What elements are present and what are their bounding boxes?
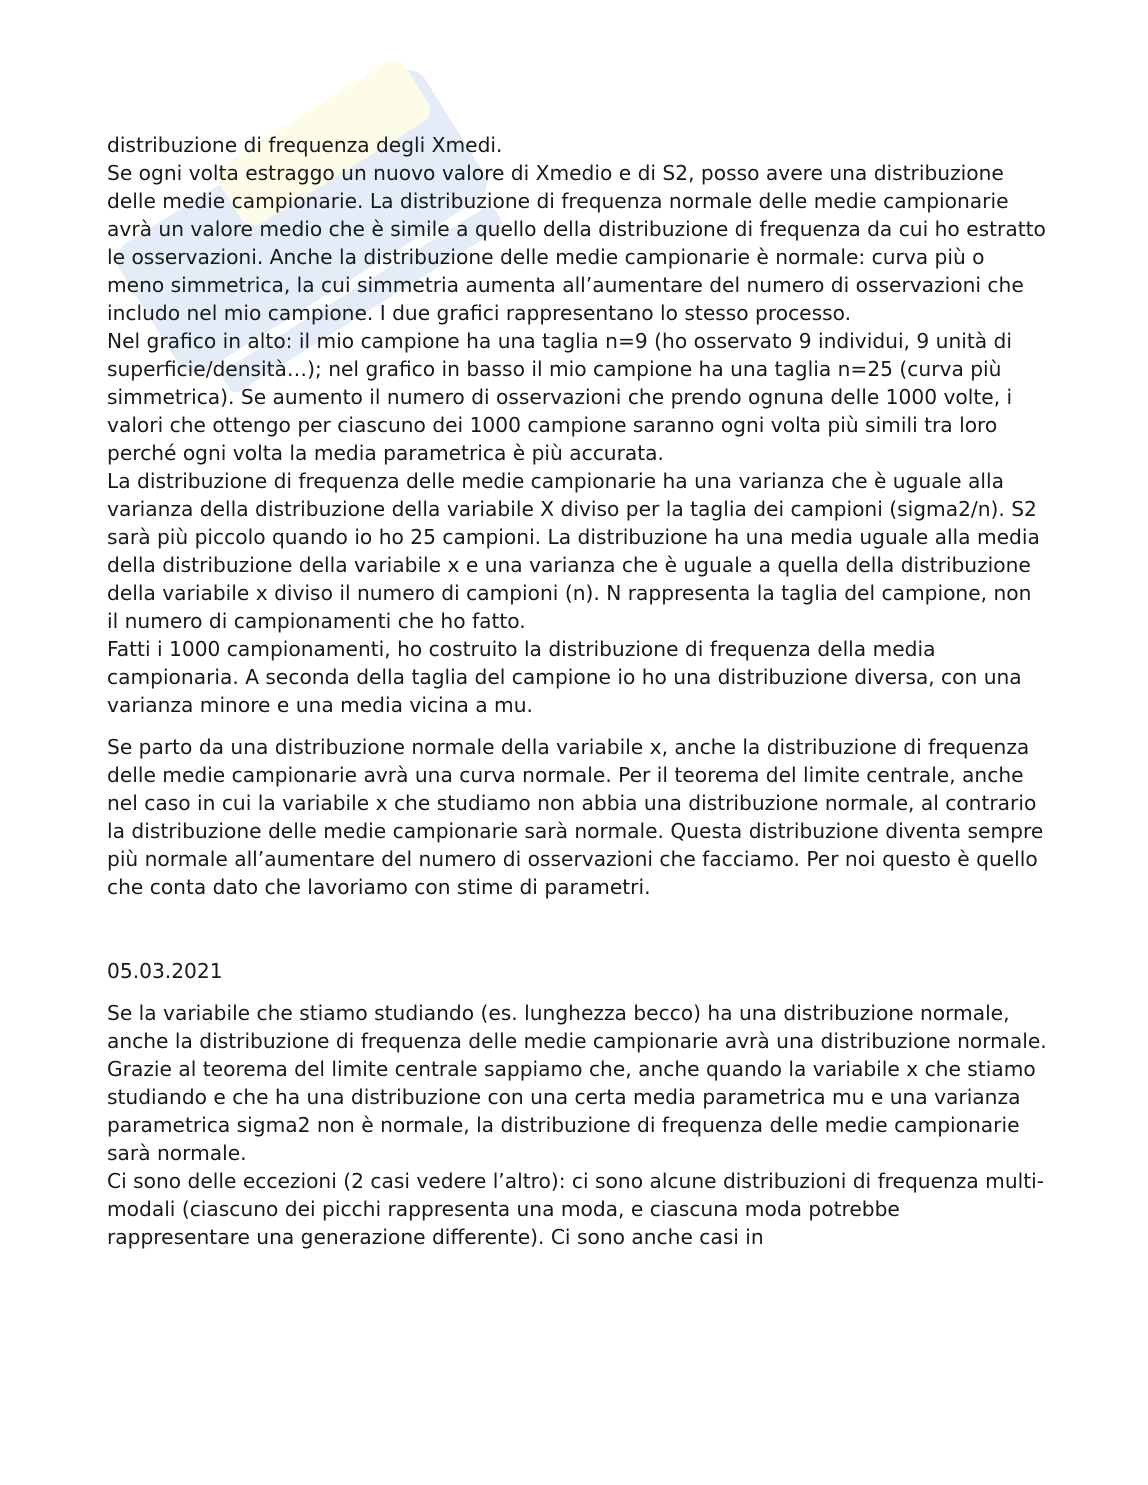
spacer — [107, 901, 1047, 957]
spacer — [107, 985, 1047, 999]
document-body — [107, 131, 1047, 1251]
paragraph: Fatti i 1000 campionamenti, ho costruito la distribuzione di frequenza della media campionaria. A seconda della taglia del campione io ho una distribuzione diversa, con una varianza minore e una media vicina a mu. — [107, 637, 1022, 717]
paragraph: Se la variabile che stiamo studiando (es. lunghezza becco) ha una distribuzione normale, anche la distribuzione di frequenza delle medie campionarie avrà una distribuzione normale. Grazie al teorema del limite centrale sappiamo che, anche quando la variabile x che stiamo studiando e che ha una distribuzione con una certa media parametrica mu e una varianza parametrica sigma2 non è normale, la distribuzione di frequenza delle medie campionarie sarà normale. — [107, 1001, 1047, 1165]
paragraph: Se ogni volta estraggo un nuovo valore di Xmedio e di S2, posso avere una distribuzione delle medie campionarie. La distribuzione di frequenza normale delle medie campionarie avrà un valore medio che è simile a quello della distribuzione di frequenza da cui ho estratto le osservazioni. Anche la distribuzione delle medie campionarie è normale: curva più o meno simmetrica, la cui simmetria aumenta all’aumentare del numero di osservazioni che includo nel mio campione. I due grafici rappresentano lo stesso processo. — [107, 161, 1046, 325]
paragraph: Nel grafico in alto: il mio campione ha una taglia n=9 (ho osservato 9 individui, 9 unità di superficie/densità…); nel grafico in basso il mio campione ha una taglia n=25 (curva più simmetrica). Se aumento il numero di osservazioni che prendo ognuna delle 1000 volte, i valori che ottengo per ciascuno dei 1000 campione saranno ogni volta più simili tra loro perché ogni volta la media parametrica è più accurata. — [107, 329, 1013, 465]
paragraph: Se parto da una distribuzione normale della variabile x, anche la distribuzione di frequenza delle medie campionarie avrà una curva normale. Per il teorema del limite centrale, anche nel caso in cui la variabile x che studiamo non abbia una distribuzione normale, al contrario la distribuzione delle medie campionarie sarà normale. Questa distribuzione diventa sempre più normale all’aumentare del numero di osservazioni che facciamo. Per noi questo è quello che conta dato che lavoriamo con stime di parametri. — [107, 735, 1044, 899]
date-heading: 05.03.2021 — [107, 959, 223, 983]
paragraph: La distribuzione di frequenza delle medie campionarie ha una varianza che è uguale alla varianza della distribuzione della variabile X diviso per la taglia dei campioni (sigma2/n). S2 sarà più piccolo quando io ho 25 campioni. La distribuzione ha una media uguale alla media della distribuzione della variabile x e una varianza che è uguale a quella della distribuzione della variabile x diviso il numero di campioni (n). N rappresenta la taglia del campione, non il numero di campionamenti che ho fatto. — [107, 469, 1040, 633]
spacer — [107, 719, 1047, 733]
paragraph: Ci sono delle eccezioni (2 casi vedere l’altro): ci sono alcune distribuzioni di frequenza multi-modali (ciascuno dei picchi rappresenta una moda, e ciascuna moda potrebbe rappresentare una generazione differente). Ci sono anche casi in — [107, 1169, 1045, 1249]
paragraph: distribuzione di frequenza degli Xmedi. — [107, 133, 503, 157]
